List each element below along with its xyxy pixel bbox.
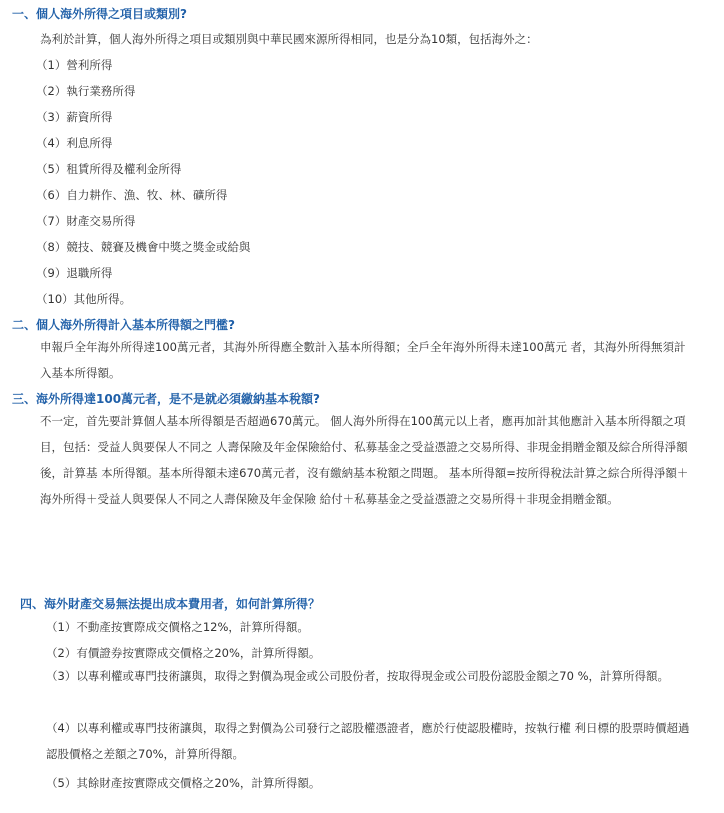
property-transaction-item: （3）以專利權或專門技術讓與，取得之對價為現金或公司股份者，按取得現金或公司股份認股金額之70 %，計算所得額。	[46, 669, 670, 683]
income-category-item: （9）退職所得	[36, 266, 113, 280]
income-category-item: （3）薪資所得	[36, 110, 113, 124]
income-category-item: （1）營利所得	[36, 58, 113, 72]
income-category-item: （2）執行業務所得	[36, 84, 136, 98]
income-category-item: （8）競技、競賽及機會中獎之獎金或給與	[36, 240, 251, 254]
income-category-item: （10）其他所得。	[36, 292, 132, 306]
property-transaction-item: （4）以專利權或專門技術讓與，取得之對價為公司發行之認股權憑證者，應於行使認股權時，按執行權 利日標的股票時價超過認股價格之差額之70%，計算所得額。	[46, 721, 690, 761]
property-transaction-item: （2）有價證券按實際成交價格之20%，計算所得額。	[46, 646, 321, 660]
section-2-heading: 二、個人海外所得計入基本所得額之門檻?	[12, 318, 235, 332]
section-2-body: 申報戶全年海外所得達100萬元者，其海外所得應全數計入基本所得額；全戶全年海外所得未達100萬元 者，其海外所得無須計入基本所得額。	[40, 340, 686, 380]
property-transaction-item: （5）其餘財產按實際成交價格之20%，計算所得額。	[46, 776, 321, 790]
income-category-item: （6）自力耕作、漁、牧、林、礦所得	[36, 188, 228, 202]
income-category-item: （5）租賃所得及權利金所得	[36, 162, 182, 176]
section-1-heading: 一、個人海外所得之項目或類別?	[12, 7, 187, 21]
income-category-item: （7）財產交易所得	[36, 214, 136, 228]
section-3-body: 不一定，首先要計算個人基本所得額是否超過670萬元。 個人海外所得在100萬元以上者，應再加計其他應計入基本所得額之項目，包括：受益人與要保人不同之 人壽保險及年金保險給付、私募基金之受益憑證之交易所得、非現金捐贈金額及綜合所得淨額後，計算基 本所得額。基本所得額未達670萬元者，沒有繳納基本稅額之問題。 基本所得額=按所得稅法計算之綜合所得淨額＋海外所得＋受益人與要保人不同之人壽保險及年金保險 給付＋私募基金之受益憑證之交易所得＋非現金捐贈金額。	[40, 414, 689, 506]
property-transaction-item: （1）不動產按實際成交價格之12%，計算所得額。	[46, 620, 309, 634]
section-1-intro: 為利於計算，個人海外所得之項目或類別與中華民國來源所得相同，也是分為10類，包括海外之：	[40, 32, 538, 46]
section-3-heading: 三、海外所得達100萬元者，是不是就必須繳納基本稅額?	[12, 392, 321, 406]
section-4-heading: 四、海外財產交易無法提出成本費用者，如何計算所得？	[20, 597, 321, 611]
income-category-item: （4）利息所得	[36, 136, 113, 150]
